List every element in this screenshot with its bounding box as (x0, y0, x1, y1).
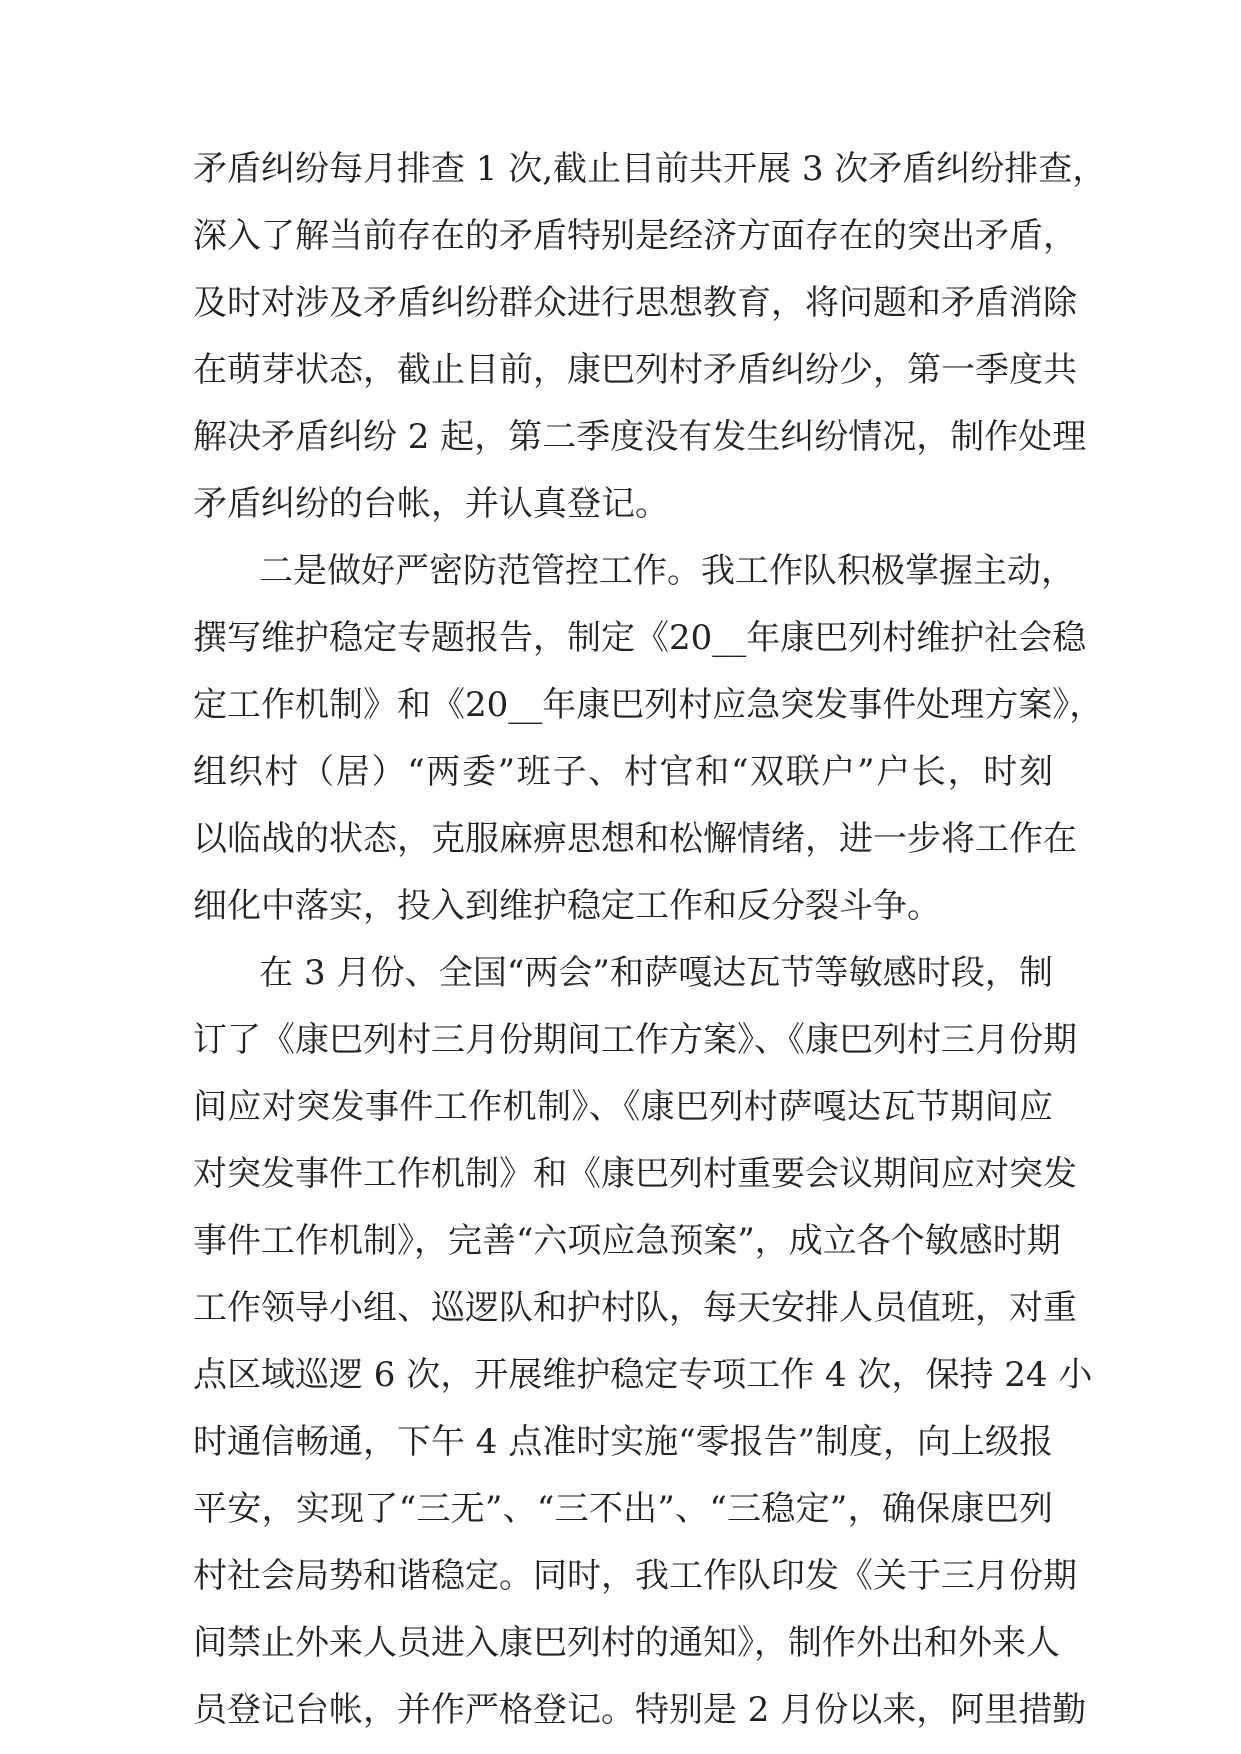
text-line: 撰写维护稳定专题报告，制定《20__年康巴列村维护社会稳 (193, 618, 1087, 658)
text-line: 解决矛盾纠纷 2 起，第二季度没有发生纠纷情况，制作处理 (193, 417, 1087, 457)
text-line: 间应对突发事件工作机制》、《康巴列村萨嘎达瓦节期间应 (193, 1087, 1053, 1127)
text-line: 工作领导小组、巡逻队和护村队，每天安排人员值班，对重 (193, 1288, 1077, 1328)
text-line: 及时对涉及矛盾纠纷群众进行思想教育，将问题和矛盾消除 (193, 283, 1077, 323)
text-line: 点区域巡逻 6 次，开展维护稳定专项工作 4 次，保持 24 小 (193, 1355, 1093, 1395)
text-line: 平安，实现了“三无”、“三不出”、“三稳定”，确保康巴列 (193, 1489, 1053, 1529)
text-line: 事件工作机制》，完善“六项应急预案”，成立各个敏感时期 (193, 1221, 1061, 1261)
text-line: 订了《康巴列村三月份期间工作方案》、《康巴列村三月份期 (193, 1020, 1077, 1060)
paragraph-first-line: 在 3 月份、全国“两会”和萨嘎达瓦节等敏感时段，制 (259, 953, 1053, 993)
paragraph-first-line: 二是做好严密防范管控工作。我工作队积极掌握主动， (259, 551, 1075, 591)
text-line: 细化中落实，投入到维护稳定工作和反分裂斗争。 (193, 886, 941, 926)
text-line: 矛盾纠纷的台帐，并认真登记。 (193, 484, 669, 524)
text-line: 在萌芽状态，截止目前，康巴列村矛盾纠纷少，第一季度共 (193, 350, 1077, 390)
text-line: 深入了解当前存在的矛盾特别是经济方面存在的突出矛盾， (193, 216, 1077, 256)
text-line: 间禁止外来人员进入康巴列村的通知》，制作外出和外来人 (193, 1623, 1060, 1663)
text-line: 员登记台帐，并作严格登记。特别是 2 月份以来，阿里措勤 (193, 1690, 1087, 1730)
text-line: 时通信畅通，下午 4 点准时实施“零报告”制度，向上级报 (193, 1422, 1054, 1462)
text-line: 矛盾纠纷每月排查 1 次,截止目前共开展 3 次矛盾纠纷排查， (193, 149, 1107, 189)
text-line: 对突发事件工作机制》和《康巴列村重要会议期间应对突发 (193, 1154, 1077, 1194)
text-line: 定工作机制》和《20__年康巴列村应急突发事件处理方案》， (193, 685, 1104, 725)
text-line: 以临战的状态，克服麻痹思想和松懈情绪，进一步将工作在 (193, 819, 1077, 859)
text-line: 村社会局势和谐稳定。同时，我工作队印发《关于三月份期 (193, 1556, 1077, 1596)
text-line: 组织村（居）“两委”班子、村官和“双联户”户长，时刻 (193, 752, 1053, 792)
